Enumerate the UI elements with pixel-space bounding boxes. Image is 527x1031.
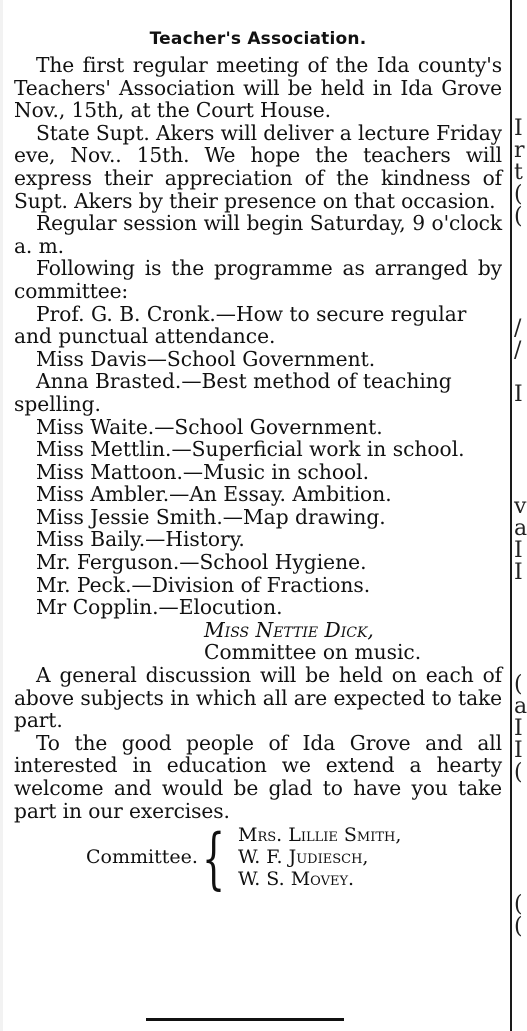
fragment-glyph: ( [514, 892, 523, 917]
programme-item: Miss Mattoon.—Music in school. [36, 459, 370, 484]
fragment-glyph: ( [514, 760, 523, 785]
fragment-glyph: r [514, 138, 525, 163]
fragment-glyph: a [514, 516, 527, 541]
fragment-glyph: v [514, 494, 527, 519]
fragment-glyph: I [514, 560, 523, 585]
music-committee [14, 619, 502, 664]
brace-icon: { [202, 820, 226, 898]
committee-member: Mrs. Lillie Smith, [238, 824, 402, 847]
fragment-glyph: ( [514, 182, 523, 207]
signature-committee [14, 820, 502, 898]
fragment-glyph: / [514, 338, 522, 363]
music-committee-role: Committee on music. [204, 640, 422, 665]
lecture-paragraph: State Supt. Akers will deliver a lecture Friday eve, Nov.. 15th. We hope the teachers will express their appreciation of the kindness of Supt. Akers by their presence on that occasion. [14, 120, 502, 213]
session-paragraph: Regular session will begin Saturday, 9 o'clock a. m. [14, 211, 502, 258]
fragment-glyph: ( [514, 204, 523, 229]
fragment-glyph: I [514, 382, 523, 407]
programme-item: Miss Baily.—History. [36, 527, 245, 552]
fragment-glyph: I [514, 716, 523, 741]
programme-item: Prof. G. B. Cronk.—How to secure regular and punctual attendance. [14, 301, 467, 349]
fragment-glyph: ( [514, 672, 523, 697]
programme-item: Miss Ambler.—An Essay. Ambition. [36, 482, 392, 507]
discussion-paragraph: A general discussion will be held on each of above subjects in which all are expected to take part. [14, 663, 502, 733]
programme-item: Miss Jessie Smith.—Map drawing. [36, 504, 386, 529]
programme-item: Miss Mettlin.—Superficial work in school. [36, 437, 465, 462]
programme-intro: Following is the programme as arranged by committee: [14, 256, 502, 303]
programme-item: Miss Waite.—School Government. [36, 414, 383, 439]
fragment-glyph: t [514, 160, 523, 185]
newspaper-article [14, 0, 502, 896]
programme-list [14, 303, 502, 619]
committee-members [238, 824, 401, 890]
fragment-glyph: / [514, 316, 522, 341]
end-rule [146, 1018, 344, 1021]
fragment-glyph: I [514, 538, 523, 563]
music-committee-name: Miss Nettie Dick, [204, 617, 374, 642]
committee-member: W. F. Judiesch, [238, 846, 369, 869]
article-headline: Teacher's Association. [149, 29, 367, 49]
intro-paragraph: The first regular meeting of the Ida county's Teachers' Association will be held in Ida Grove Nov., 15th, at the Court House. [14, 53, 502, 123]
programme-item: Anna Brasted.—Best method of teaching spelling. [14, 369, 452, 416]
programme-item: Mr Copplin.—Elocution. [36, 595, 283, 620]
programme-item: Miss Davis—School Government. [36, 346, 376, 371]
fragment-glyph: a [514, 694, 527, 719]
programme-item: Mr. Ferguson.—School Hygiene. [36, 550, 367, 575]
committee-member: W. S. Movey. [238, 868, 355, 891]
page-edge [0, 0, 3, 1031]
programme-item: Mr. Peck.—Division of Fractions. [36, 572, 371, 597]
adjacent-column-fragments [512, 0, 527, 1031]
fragment-glyph: I [514, 116, 523, 141]
welcome-paragraph: To the good people of Ida Grove and all interested in education we extend a hearty welcome and would be glad to have you take part in our exercises. [14, 730, 502, 823]
fragment-glyph: ( [514, 914, 523, 939]
fragment-glyph: I [514, 738, 523, 763]
committee-label: Committee. [86, 846, 198, 869]
